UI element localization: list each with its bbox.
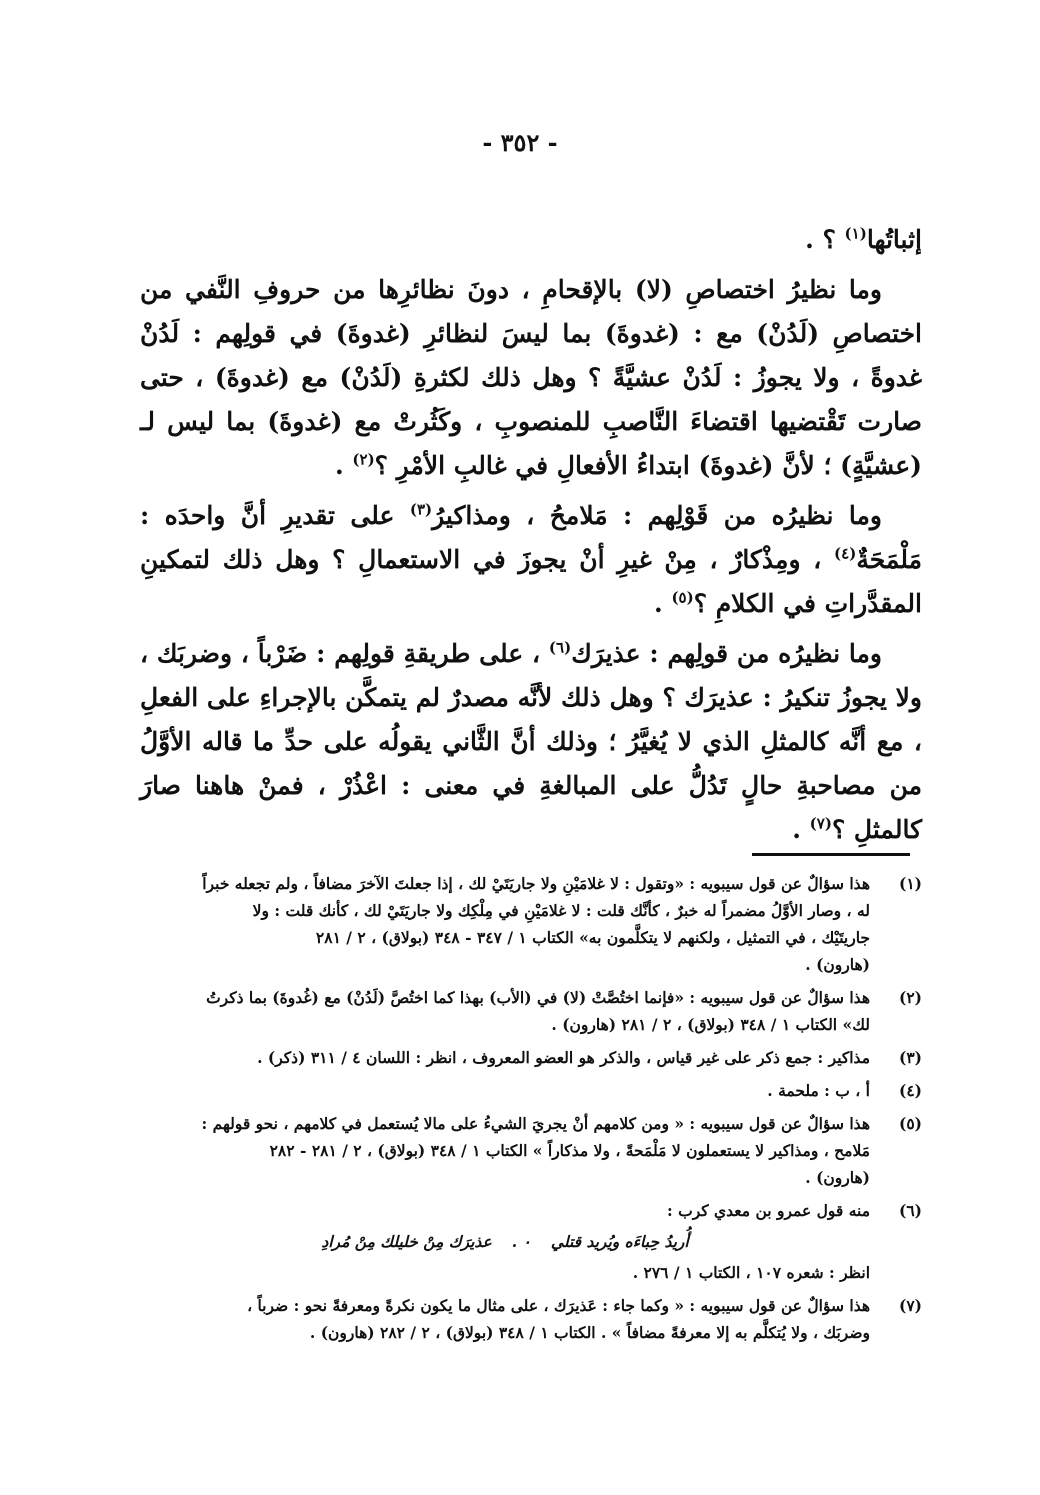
- footnote-number: (٢): [898, 988, 922, 1007]
- footnote-text: [140, 870, 870, 978]
- footnote-line: هذا سؤالٌ عن قول سيبويه : « وكما جاء : عَذيرَك ، على مثال ما يكون نكرةً ومعرفةً نحو : ضرباً ،: [247, 1296, 870, 1315]
- footnote-line: هذا سؤالٌ عن قول سيبويه : « ومن كلامهم أنْ يجريَ الشيءُ على مالا يُستعمل في كلامهم ، نحو قولهم :: [201, 1114, 870, 1133]
- footnote-line: أ ، ب : ملحمة .: [767, 1081, 870, 1100]
- footnote-7: [140, 1292, 922, 1346]
- footnote-ref-3: (٣): [409, 500, 433, 519]
- paragraph-2-text-a: وما نظيرُه من قَوْلِهم : مَلامحُ ، ومذاكيرُ: [432, 501, 882, 530]
- paragraph-0: [140, 218, 922, 262]
- footnote-4: [140, 1077, 922, 1104]
- footnote-ref-5: (٥): [671, 588, 694, 607]
- footnote-ref-4: (٤): [834, 544, 857, 563]
- paragraph-2-text-b: على تقديرِ أنَّ واحدَه : مَلْمَحَةٌ: [140, 501, 922, 574]
- footnote-line: جاريتَيْك ، في التمثيل ، ولكنهم لا يتكلَّمون به» الكتاب ١ / ٣٤٧ - ٣٤٨ (بولاق) ، ٢ / ٢٨١: [315, 928, 870, 947]
- footnote-line: له ، وصار الأوَّلُ مضمراً له خبرٌ ، كأنَّك قلت : لا غلامَيْنِ في مِلْكِك ولا جاريَتَيْ لك ، كأنك قلت : ولا: [252, 901, 870, 920]
- footnote-text: [140, 1292, 870, 1346]
- paragraph-3-end: .: [792, 815, 810, 844]
- footnotes: [140, 870, 922, 1352]
- footnote-line: مذاكير : جمع ذكر على غير قياس ، والذكر هو العضو المعروف ، انظر : اللسان ٤ / ٣١١ (ذكر) .: [257, 1048, 870, 1067]
- footnote-text: [140, 1197, 870, 1286]
- poetry-verse: [140, 1224, 870, 1259]
- footnote-line: انظر : شعره ١٠٧ ، الكتاب ١ / ٢٧٦ .: [632, 1263, 870, 1282]
- paragraph-0-end: ؟ .: [805, 225, 845, 254]
- footnote-line: (هارون) .: [805, 955, 870, 974]
- footnote-number: (٦): [898, 1201, 922, 1220]
- footnote-text: [140, 1044, 870, 1071]
- main-body: [140, 218, 922, 858]
- footnote-line: لك» الكتاب ١ / ٣٤٨ (بولاق) ، ٢ / ٢٨١ (هارون) .: [551, 1015, 870, 1034]
- footnote-1: [140, 870, 922, 978]
- footnote-text: [140, 1077, 870, 1104]
- footnote-text: [140, 1110, 870, 1191]
- paragraph-2-end: .: [654, 589, 672, 618]
- footnote-text: [140, 984, 870, 1038]
- paragraph-1-end: .: [334, 451, 353, 480]
- footnote-separator: [752, 853, 910, 856]
- paragraph-2-text-c: ، ومِذْكارٌ ، مِنْ غيرِ أنْ يجوزَ في الاستعمالِ ؟ وهل ذلك لتمكينِ المقدَّراتِ في الكلامِ ؟: [140, 545, 922, 618]
- paragraph-3-text-b: ، على طريقةِ قولِهم : ضَرْباً ، وضربَك ، ولا يجوزُ تنكيرُ : عذيرَك ؟ وهل ذلك لأنَّه مصدرٌ لم يتمكَّن بالإجراءِ على الفعلِ ، مع أنَّه كالمثلِ الذي لا يُغيَّرُ ؛ وذلك أنَّ الثَّاني يقولُه على حدِّ ما قاله الأوَّلُ من مصاحبةِ حالٍ تَدُلُّ على المبالغةِ في معنى : اعْذُرْ ، فمنْ هاهنا صارَ كالمثلِ ؟: [140, 639, 922, 844]
- footnote-line: (هارون) .: [805, 1168, 870, 1187]
- page-number: - ٣٥٢ -: [482, 128, 558, 157]
- footnote-ref-6: (٦): [548, 638, 572, 657]
- footnote-5: [140, 1110, 922, 1191]
- footnote-number: (٧): [898, 1296, 922, 1315]
- paragraph-1: [140, 268, 922, 488]
- footnote-2: [140, 984, 922, 1038]
- footnote-line: مَلامح ، ومذاكير لا يستعملون لا مَلْمَحةً ، ولا مذكاراً » الكتاب ١ / ٣٤٨ (بولاق) ، ٢ / ٢٨١ - ٢٨٢: [269, 1141, 870, 1160]
- footnote-line: منه قول عمرو بن معدي كرب :: [667, 1201, 870, 1220]
- paragraph-0-text: إثباتُها: [866, 225, 922, 254]
- footnote-number: (٣): [898, 1048, 922, 1067]
- paragraph-3: [140, 632, 922, 852]
- verse-first-hemistich: أُريدُ حِباءَه ويُريد قتلي: [550, 1232, 689, 1251]
- paragraph-3-text-a: وما نظيرُه من قولِهم : عذيرَك: [571, 639, 882, 668]
- footnote-ref-1: (١): [844, 224, 867, 243]
- footnote-line: هذا سؤالٌ عن قول سيبويه : «وتقول : لا غلامَيْنِ ولا جاريَتَيْ لك ، إذا جعلتَ الآخرَ مضافاً ، ولم تجعله خبراً: [202, 874, 870, 893]
- footnote-number: (٥): [898, 1114, 922, 1133]
- footnote-line: وضربَك ، ولا يُتكلَّم به إلا معرفةً مضافاً » . الكتاب ١ / ٣٤٨ (بولاق) ، ٢ / ٢٨٢ (هارون) .: [309, 1323, 870, 1342]
- paragraph-1-text: وما نظيرُ اختصاصِ (لا) بالإقحامِ ، دونَ نظائرِها من حروفِ النَّفي من اختصاصِ (لَدُنْ) مع : (غدوةَ) بما ليسَ لنظائرِ (غدوةَ) في قولِهم : لَدُنْ غدوةً ، ولا يجوزُ : لَدُنْ عشيَّةً ؟ وهل ذلك لكثرةِ (لَدُنْ) مع (غدوةَ) ، حتى صارت تَقْتضيها اقتضاءَ النَّاصبِ للمنصوبِ ، وكَثُرتْ مع (غدوةَ) بما ليس لـ (عشيَّةٍ) ؛ لأنَّ (غدوةَ) ابتداءُ الأفعالِ في غالبِ الأمْرِ ؟: [140, 275, 922, 480]
- footnote-number: (١): [898, 874, 922, 893]
- footnote-6: [140, 1197, 922, 1286]
- footnote-3: [140, 1044, 922, 1071]
- verse-second-hemistich: عذيرَك مِنْ خليلك مِنْ مُرادِ: [321, 1232, 492, 1251]
- footnote-ref-7: (٧): [809, 814, 832, 833]
- footnote-number: (٤): [898, 1081, 922, 1100]
- footnote-line: هذا سؤالٌ عن قول سيبويه : «فإنما اختُصَّتْ (لا) في (الأب) بهذا كما اختُصَّ (لَدُنْ) مع (غُدوةَ) بما ذكرتُ: [206, 988, 870, 1007]
- paragraph-2: [140, 494, 922, 626]
- footnote-ref-2: (٢): [352, 450, 375, 469]
- verse-separator: ٠ .: [511, 1232, 531, 1251]
